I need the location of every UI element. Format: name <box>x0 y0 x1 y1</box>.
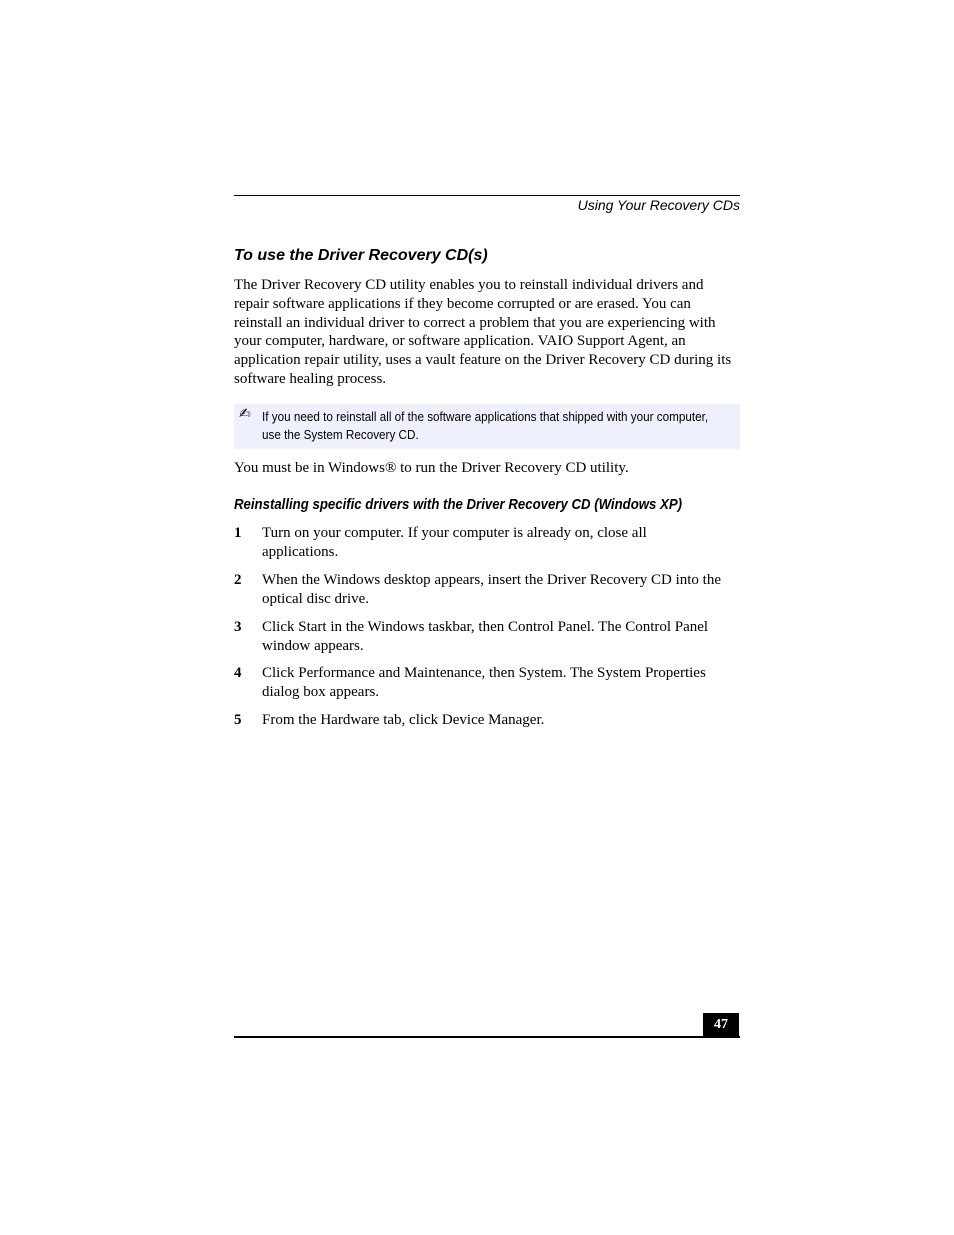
step-text: Click Start in the Windows taskbar, then Control Panel. The Control Panel window appears. <box>262 619 709 654</box>
step-number: 1 <box>234 525 242 541</box>
step-number: 4 <box>234 665 242 681</box>
step-number: 5 <box>234 712 242 728</box>
step-number: 2 <box>234 572 242 588</box>
subsection-title: Reinstalling specific drivers with the Driver Recovery CD (Windows XP) <box>234 496 683 513</box>
intro-paragraph: The Driver Recovery CD utility enables you to reinstall individual drivers and repair software applications if they become corrupted or are erased. You can reinstall an individual driver to correct a problem that you are experiencing with your computer, hardware, or software application. VAIO Support Agent, an application repair utility, uses a vault feature on the Driver Recovery CD during its software healing process. <box>234 277 732 387</box>
running-header: Using Your Recovery CDs <box>577 197 740 213</box>
section-title: To use the Driver Recovery CD(s) <box>234 247 488 264</box>
note-text: If you need to reinstall all of the software applications that shipped with your computer, use the System Recovery CD. <box>262 409 709 442</box>
step-number: 3 <box>234 619 242 635</box>
step-text: Turn on your computer. If your computer is already on, close all applications. <box>262 525 647 560</box>
note-box <box>234 404 740 449</box>
pencil-note-icon: ✍ <box>239 406 251 422</box>
step-text: From the Hardware tab, click Device Manager. <box>262 712 545 728</box>
footer-rule <box>234 1036 740 1038</box>
requirement-paragraph: You must be in Windows® to run the Driver Recovery CD utility. <box>234 460 629 476</box>
page-number: 47 <box>703 1013 739 1036</box>
step-text: Click Performance and Maintenance, then System. The System Properties dialog box appears. <box>262 665 706 700</box>
step-text: When the Windows desktop appears, insert the Driver Recovery CD into the optical disc drive. <box>262 572 722 607</box>
header-rule <box>234 195 740 196</box>
